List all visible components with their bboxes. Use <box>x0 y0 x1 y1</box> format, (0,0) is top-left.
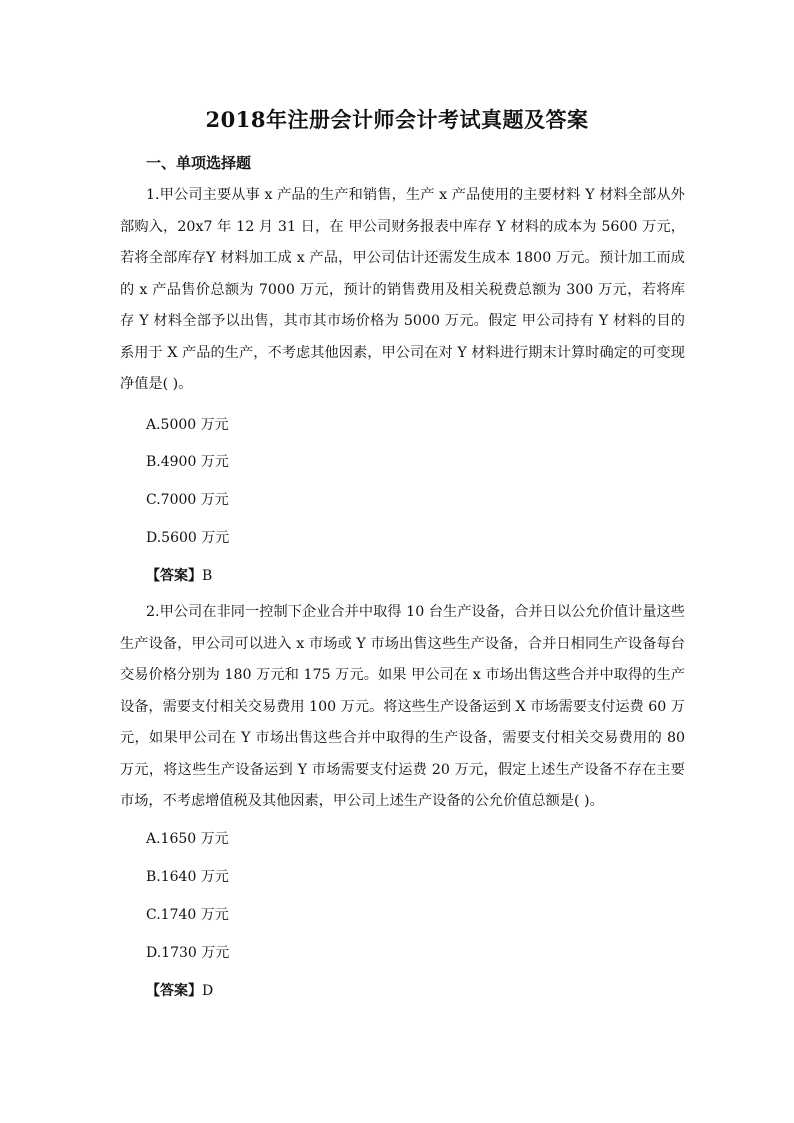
question-2-text: 2.甲公司在非同一控制下企业合并中取得 10 台生产设备，合并日以公允价值计量这些生产设备，甲公司可以进入 x 市场或 Y 市场出售这些生产设备，合并日相同生产设备每台交易价格分别为 180 万元和 175 万元。如果 甲公司在 x 市场出售这些合并中取得的生产设备，需要支付相关交易费用 100 万元。将这些生产设备运到 X 市场需要支付运费 60 万元，如果甲公司在 Y 市场出售这些合并中取得的生产设备，需要支付相关交易费用的 80 万元，将这些生产设备运到 Y 市场需要支付运费 20 万元，假定上述生产设备不存在主要市场，不考虑增值税及其他因素，甲公司上述生产设备的公允价值总额是( )。 <box>120 604 685 809</box>
answer-label: 【答案】 <box>146 983 202 999</box>
question-1-option-d: D.5600 万元 <box>146 530 230 546</box>
page-title: 2018年注册会计师会计考试真题及答案 <box>205 107 589 132</box>
question-1-answer <box>146 565 212 585</box>
question-2-option-d: D.1730 万元 <box>146 945 230 961</box>
question-1-option-a: A.5000 万元 <box>146 417 229 433</box>
question-1-text: 1.甲公司主要从事 x 产品的生产和销售，生产 x 产品使用的主要材料 Y 材料全部从外部购入，20x7 年 12 月 31 日，在 甲公司财务报表中库存 Y 材料的成本为 5600 万元，若将全部库存Y 材料加工成 x 产品，甲公司估计还需发生成本 1800 万元。预计加工而成的 x 产品售价总额为 7000 万元，预计的销售费用及相关税费总额为 300 万元，若将库存 Y 材料全部予以出售，其市其市场价格为 5000 万元。假定 甲公司持有 Y 材料的目的系用于 X 产品的生产，不考虑其他因素，甲公司在对 Y 材料进行期末计算时确定的可变现净值是( )。 <box>120 187 685 392</box>
question-2-option-c: C.1740 万元 <box>146 907 229 923</box>
question-2-option-a: A.1650 万元 <box>146 831 229 847</box>
question-1-option-c: C.7000 万元 <box>146 492 229 508</box>
question-2-option-b: B.1640 万元 <box>146 869 229 885</box>
answer-label: 【答案】 <box>146 568 202 584</box>
question-2-stem <box>120 597 685 818</box>
question-1-option-b: B.4900 万元 <box>146 454 229 470</box>
section-heading: 一、单项选择题 <box>146 154 252 172</box>
answer-value: D <box>202 983 214 999</box>
answer-value: B <box>202 568 213 584</box>
question-1-stem <box>120 180 685 401</box>
question-2-answer <box>146 980 213 1000</box>
